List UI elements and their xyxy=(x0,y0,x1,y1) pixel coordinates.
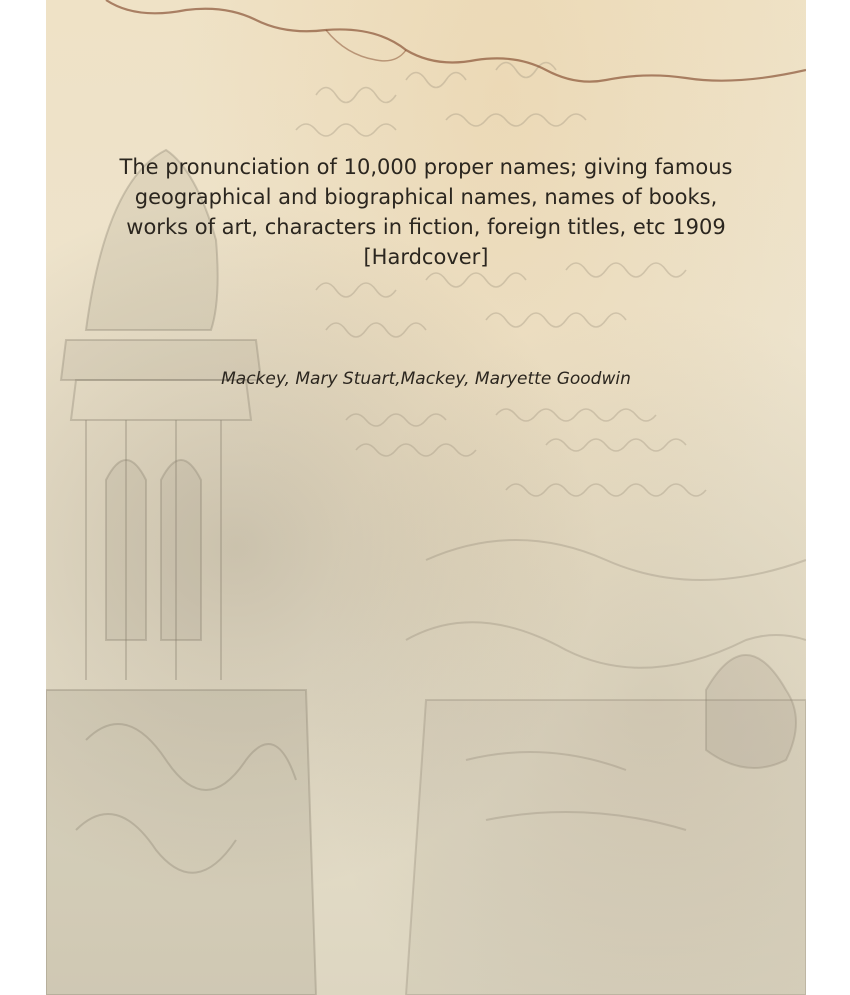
book-author: Mackey, Mary Stuart,Mackey, Maryette Goodwin xyxy=(221,369,631,389)
cover-artwork xyxy=(46,0,806,995)
book-title: The pronunciation of 10,000 proper names; giving famous geographical and biographical names, names of books, works of art, characters in fiction, foreign titles, etc 1909 [Hardcover] xyxy=(119,155,733,269)
book-cover xyxy=(46,0,806,995)
paper-crack xyxy=(106,0,806,82)
handwriting-background xyxy=(296,63,706,497)
landscape-sketch xyxy=(406,540,806,995)
tower-sketch xyxy=(46,150,316,995)
